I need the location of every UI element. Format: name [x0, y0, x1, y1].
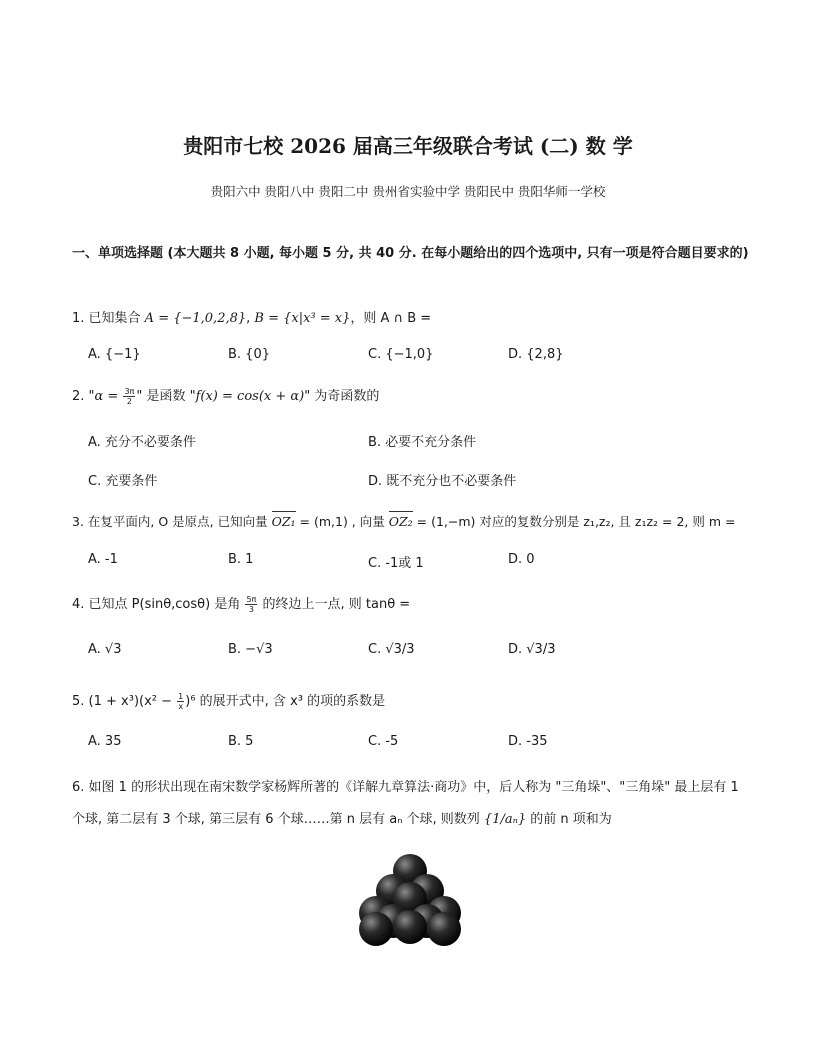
- q2-fraction: [123, 387, 135, 406]
- q2-option-d: D. 既不充分也不必要条件: [368, 474, 517, 489]
- question-6: [72, 772, 752, 836]
- q1-set-a: A = {−1,0,2,8}: [144, 311, 247, 326]
- q2-tail: " 为奇函数的: [304, 389, 380, 404]
- q6-sequence: {1/aₙ}: [483, 812, 527, 827]
- q1-set-b: B = {x|x³ = x}: [254, 311, 351, 326]
- q5-num: 1: [178, 692, 184, 701]
- ball: [359, 912, 393, 946]
- q5-option-d: D. -35: [508, 734, 548, 749]
- q3-part3: = (1,−m) 对应的复数分别是 z₁,z₂, 且 z₁z₂ = 2, 则 m =: [412, 514, 736, 529]
- q3-vector-2: OZ₂: [388, 514, 413, 529]
- q2-func: f(x) = cos(x + α): [195, 389, 305, 404]
- q4-option-c: C. √3/3: [368, 642, 415, 657]
- q5-fraction: [177, 692, 184, 711]
- section-heading: 一、单项选择题 (本大题共 8 小题, 每小题 5 分, 共 40 分. 在每小题给出的四个选项中, 只有一项是符合题目要求的): [72, 246, 749, 261]
- q3-option-c: C. -1或 1: [368, 556, 424, 571]
- question-4: [72, 593, 410, 614]
- q4-part2: 的终边上一点, 则 tanθ =: [258, 597, 411, 612]
- q4-den: 3: [248, 605, 254, 614]
- q2-option-b: B. 必要不充分条件: [368, 435, 477, 450]
- q4-num: 5π: [246, 595, 257, 604]
- q2-option-a: A. 充分不必要条件: [88, 435, 196, 450]
- ball-stack-figure: [355, 853, 465, 948]
- q4-option-a: A. √3: [88, 642, 122, 657]
- q3-part1: 3. 在复平面内, O 是原点, 已知向量: [72, 514, 272, 529]
- q5-den: x: [178, 702, 184, 711]
- q1-option-a: A. {−1}: [88, 347, 141, 362]
- q4-option-b: B. −√3: [228, 642, 273, 657]
- q5-option-c: C. -5: [368, 734, 399, 749]
- q1-prefix: 1. 已知集合: [72, 311, 145, 326]
- q2-alpha: α =: [94, 389, 123, 404]
- q5-part2: )⁶ 的展开式中, 含 x³ 的项的系数是: [185, 694, 386, 709]
- question-1: 1. 已知集合 A = {−1,0,2,8}, B = {x|x³ = x}，则 A ∩ B =: [72, 311, 432, 326]
- q3-option-d: D. 0: [508, 552, 535, 567]
- ball: [393, 910, 427, 944]
- school-list: 贵阳六中 贵阳八中 贵阳二中 贵州省实验中学 贵阳民中 贵阳华师一学校: [210, 184, 606, 199]
- q2-den: 2: [126, 397, 132, 406]
- q6-text: 6. 如图 1 的形状出现在南宋数学家杨辉所著的《详解九章算法·商功》中，后人称为 "三角垛"、"三角垛" 最上层有 1 个球, 第二层有 3 个球, 第三层有 6 个球……第 n 层有 aₙ 个球, 则数列: [72, 780, 739, 827]
- q2-num: 3π: [124, 387, 135, 396]
- q6-tail: 的前 n 项和为: [526, 812, 612, 827]
- q2-lead: 2. ": [72, 389, 95, 404]
- q3-option-b: B. 1: [228, 552, 254, 567]
- q4-fraction: [245, 595, 257, 614]
- q1-option-c: C. {−1,0}: [368, 347, 434, 362]
- q3-vector-1: OZ₁: [271, 514, 296, 529]
- q1-option-b: B. {0}: [228, 347, 270, 362]
- q2-mid: " 是函数 ": [136, 389, 196, 404]
- q4-part1: 4. 已知点 P(sinθ,cosθ) 是角: [72, 597, 245, 612]
- q4-option-d: D. √3/3: [508, 642, 556, 657]
- q2-option-c: C. 充要条件: [88, 474, 158, 489]
- q5-part1: 5. (1 + x³)(x² −: [72, 694, 177, 709]
- q3-option-a: A. -1: [88, 552, 118, 567]
- q1-option-d: D. {2,8}: [508, 347, 564, 362]
- page-title: 贵阳市七校 2026 届高三年级联合考试 (二) 数 学: [183, 134, 633, 158]
- q5-option-a: A. 35: [88, 734, 122, 749]
- q5-option-b: B. 5: [228, 734, 254, 749]
- ball: [427, 912, 461, 946]
- q3-part2: = (m,1) , 向量: [295, 514, 389, 529]
- question-5: [72, 690, 385, 711]
- question-2: [72, 385, 379, 406]
- question-3: [72, 512, 735, 530]
- q1-suffix: ，则 A ∩ B =: [350, 311, 432, 326]
